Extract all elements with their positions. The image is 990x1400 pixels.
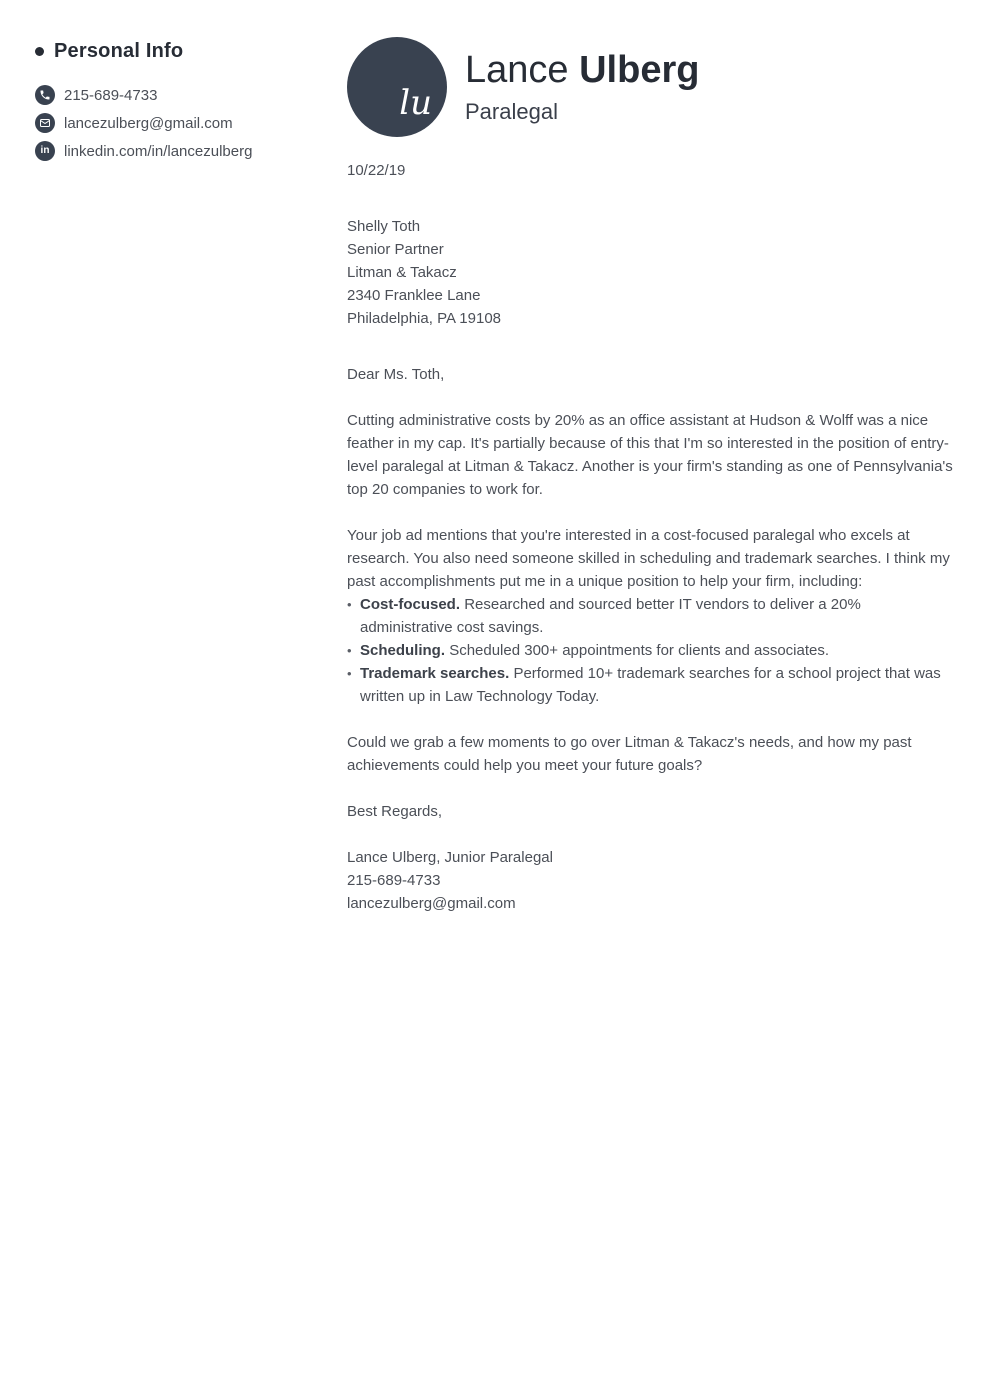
personal-info-sidebar <box>35 40 325 169</box>
list-item <box>347 593 953 639</box>
paragraph-intro: Cutting administrative costs by 20% as an office assistant at Hudson & Wolff was a nice feather in my cap. It's partially because of this that I'm so interested in the position of entry-level paralegal at Litman & Takacz. Another is your firm's standing as one of Pennsylvania's top 20 companies to work for. <box>347 412 953 498</box>
sidebar-heading-label: Personal Info <box>54 40 184 62</box>
phone-number: 215-689-4733 <box>64 86 158 104</box>
page-title <box>465 49 699 93</box>
recipient-block <box>347 215 953 330</box>
bullet-text: Scheduled 300+ appointments for clients and associates. <box>449 642 830 659</box>
linkedin-url: linkedin.com/in/lancezulberg <box>64 142 253 160</box>
phone-contact-row <box>35 85 325 105</box>
letter-date: 10/22/19 <box>347 162 406 179</box>
sidebar-heading <box>35 40 325 63</box>
linkedin-contact-row <box>35 141 325 161</box>
letter-body <box>347 159 953 915</box>
recipient-street: 2340 Franklee Lane <box>347 287 481 304</box>
phone-icon <box>35 85 55 105</box>
last-name: Ulberg <box>579 49 700 92</box>
bullet-text: Performed 10+ trademark searches for a school project that was written up in Law Technology Today. <box>360 665 941 705</box>
paragraph-call-to-action: Could we grab a few moments to go over Litman & Takacz's needs, and how my past achievements could help you meet your future goals? <box>347 734 912 774</box>
bullet-lead: Trademark searches. <box>360 665 510 682</box>
avatar <box>347 37 447 137</box>
name-block <box>465 49 699 125</box>
avatar-initials: lu <box>399 83 432 123</box>
email-contact-row <box>35 113 325 133</box>
first-name: Lance <box>465 49 569 92</box>
signature-email: lancezulberg@gmail.com <box>347 895 516 912</box>
recipient-title: Senior Partner <box>347 241 444 258</box>
bullet-lead: Cost-focused. <box>360 596 461 613</box>
email-address: lancezulberg@gmail.com <box>64 114 233 132</box>
signature-phone: 215-689-4733 <box>347 872 441 889</box>
linkedin-icon: in <box>35 141 55 161</box>
accomplishment-list <box>347 593 953 708</box>
job-title: Paralegal <box>465 98 558 124</box>
signature-block <box>347 846 953 915</box>
recipient-company: Litman & Takacz <box>347 264 457 281</box>
recipient-name: Shelly Toth <box>347 218 421 235</box>
list-item <box>347 639 953 662</box>
bullet-lead: Scheduling. <box>360 642 446 659</box>
recipient-city: Philadelphia, PA 19108 <box>347 310 502 327</box>
bullet-text: Researched and sourced better IT vendors to deliver a 20% administrative cost savings. <box>360 596 861 636</box>
salutation: Dear Ms. Toth, <box>347 366 445 383</box>
closing-line: Best Regards, <box>347 803 443 820</box>
signature-name: Lance Ulberg, Junior Paralegal <box>347 849 553 866</box>
cover-letter <box>347 37 953 915</box>
list-item <box>347 662 953 708</box>
email-icon <box>35 113 55 133</box>
paragraph-skills: Your job ad mentions that you're interested in a cost-focused paralegal who excels at research. You also need someone skilled in scheduling and trademark searches. I think my past accomplishments put me in a unique position to help your firm, including: <box>347 527 950 590</box>
letter-header <box>347 37 953 137</box>
bullet-dot-icon <box>35 47 44 56</box>
